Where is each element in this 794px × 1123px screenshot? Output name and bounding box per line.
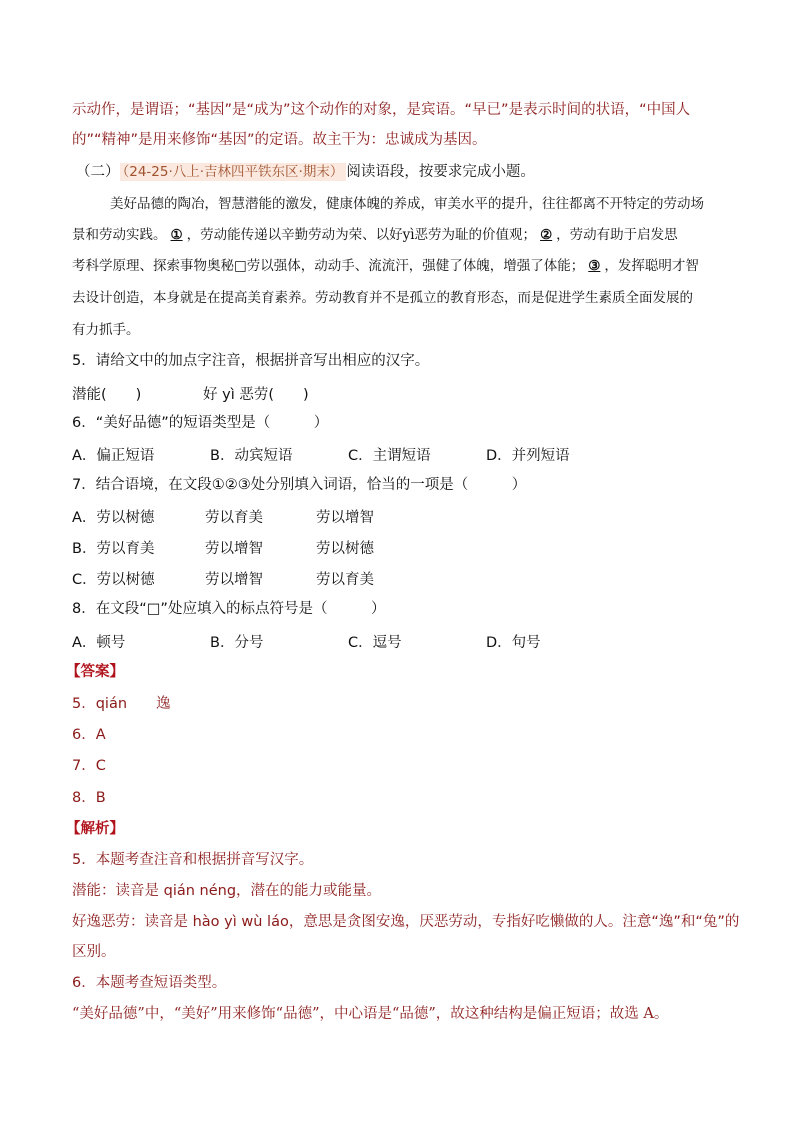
q7-option-a-1: A．劳以树德 [72,510,155,526]
analysis-line-6: “美好品德”中，“美好”用来修饰“品德”，中心语是“品德”，故这种结构是偏正短语；故选 A。 [72,1006,669,1022]
q5-stem: 5．请给文中的加点字注音，根据拼音写出相应的汉字。 [72,353,430,369]
blank-1: ① [170,227,183,243]
q8-option-c: C．逗号 [348,635,402,651]
analysis-header: 【解析】 [66,821,124,837]
section-instruction: 阅读语段，按要求完成小题。 [346,164,535,180]
passage-line-4: 去设计创造，本身就是在提高美育素养。劳动教育并不是孤立的教育形态，而是促进学生素质全面发展的 [72,290,693,306]
q7-option-b-1: B．劳以育美 [72,541,155,557]
analysis-line-3: 好逸恶劳：读音是 hào yì wù láo，意思是贪图安逸，厌恶劳动，专指好吃懒做的人。注意“逸”和“兔”的 [72,914,740,930]
q6-option-d: D．并列短语 [486,448,570,464]
q7-option-a-3: 劳以增智 [316,510,374,526]
analysis-line-4: 区别。 [72,944,116,960]
blank-2: ② [540,227,553,243]
passage-line-1: 美好品德的陶冶，智慧潜能的激发，健康体魄的养成，审美水平的提升，往往都离不开特定的劳动场 [110,196,704,212]
answer-5: 5．qián 逸 [72,696,171,712]
prev-analysis-line-2: 的”“精神”是用来修饰“基因”的定语。故主干为：忠诚成为基因。 [72,132,487,148]
q5-item-b: 好 yì 恶劳( ) [203,387,309,403]
passage-line-3 [72,256,699,276]
prev-analysis-line-1: 示动作，是谓语；“基因”是“成为”这个动作的对象，是宾语。“早已”是表示时间的状语，“中国人 [72,102,691,118]
analysis-line-1: 5．本题考查注音和根据拼音写汉字。 [72,852,314,868]
q8-option-d: D．句号 [486,635,541,651]
q7-option-a-2: 劳以育美 [205,510,263,526]
passage-text: ，发挥聪明才智 [604,258,699,274]
analysis-line-5: 6．本题考查短语类型。 [72,975,227,991]
section-prefix: （二） [76,164,120,180]
passage-line-2 [72,225,678,245]
answer-8: 8．B [72,790,106,806]
source-tag: （24-25·八上·吉林四平铁东区·期末） [120,163,347,181]
passage-text: 景和劳动实践。 [72,227,167,243]
q7-option-b-2: 劳以增智 [205,541,263,557]
q7-option-c-3: 劳以育美 [316,572,374,588]
q6-option-a: A．偏正短语 [72,448,155,464]
blank-3: ③ [588,258,601,274]
q8-stem: 8．在文段“□”处应填入的标点符号是（ ） [72,601,386,617]
answer-6: 6．A [72,727,106,743]
passage-text: ，劳动有助于启发思 [556,227,678,243]
q8-option-a: A．顿号 [72,635,126,651]
q7-option-b-3: 劳以树德 [316,541,374,557]
q6-stem: 6．“美好品德”的短语类型是（ ） [72,415,329,431]
q6-option-b: B．动宾短语 [210,448,293,464]
analysis-line-2: 潜能：读音是 qián néng，潜在的能力或能量。 [72,883,382,899]
q5-item-a: 潜能( ) [72,387,142,403]
q7-option-c-1: C．劳以树德 [72,572,155,588]
passage-text: ，劳动能传递以辛勤劳动为荣、以好yì恶劳为耻的价值观； [186,227,537,243]
section-heading [76,162,535,182]
passage-text: 考科学原理、探索事物奥秘□劳以强体，动动手、流流汗，强健了体魄，增强了体能； [72,258,585,274]
q6-option-c: C．主谓短语 [348,448,431,464]
q8-option-b: B．分号 [210,635,264,651]
answer-header: 【答案】 [66,664,124,680]
q7-option-c-2: 劳以增智 [205,572,263,588]
passage-line-5: 有力抓手。 [72,322,140,338]
answer-7: 7．C [72,758,106,774]
q7-stem: 7．结合语境，在文段①②③处分别填入词语，恰当的一项是（ ） [72,477,527,493]
